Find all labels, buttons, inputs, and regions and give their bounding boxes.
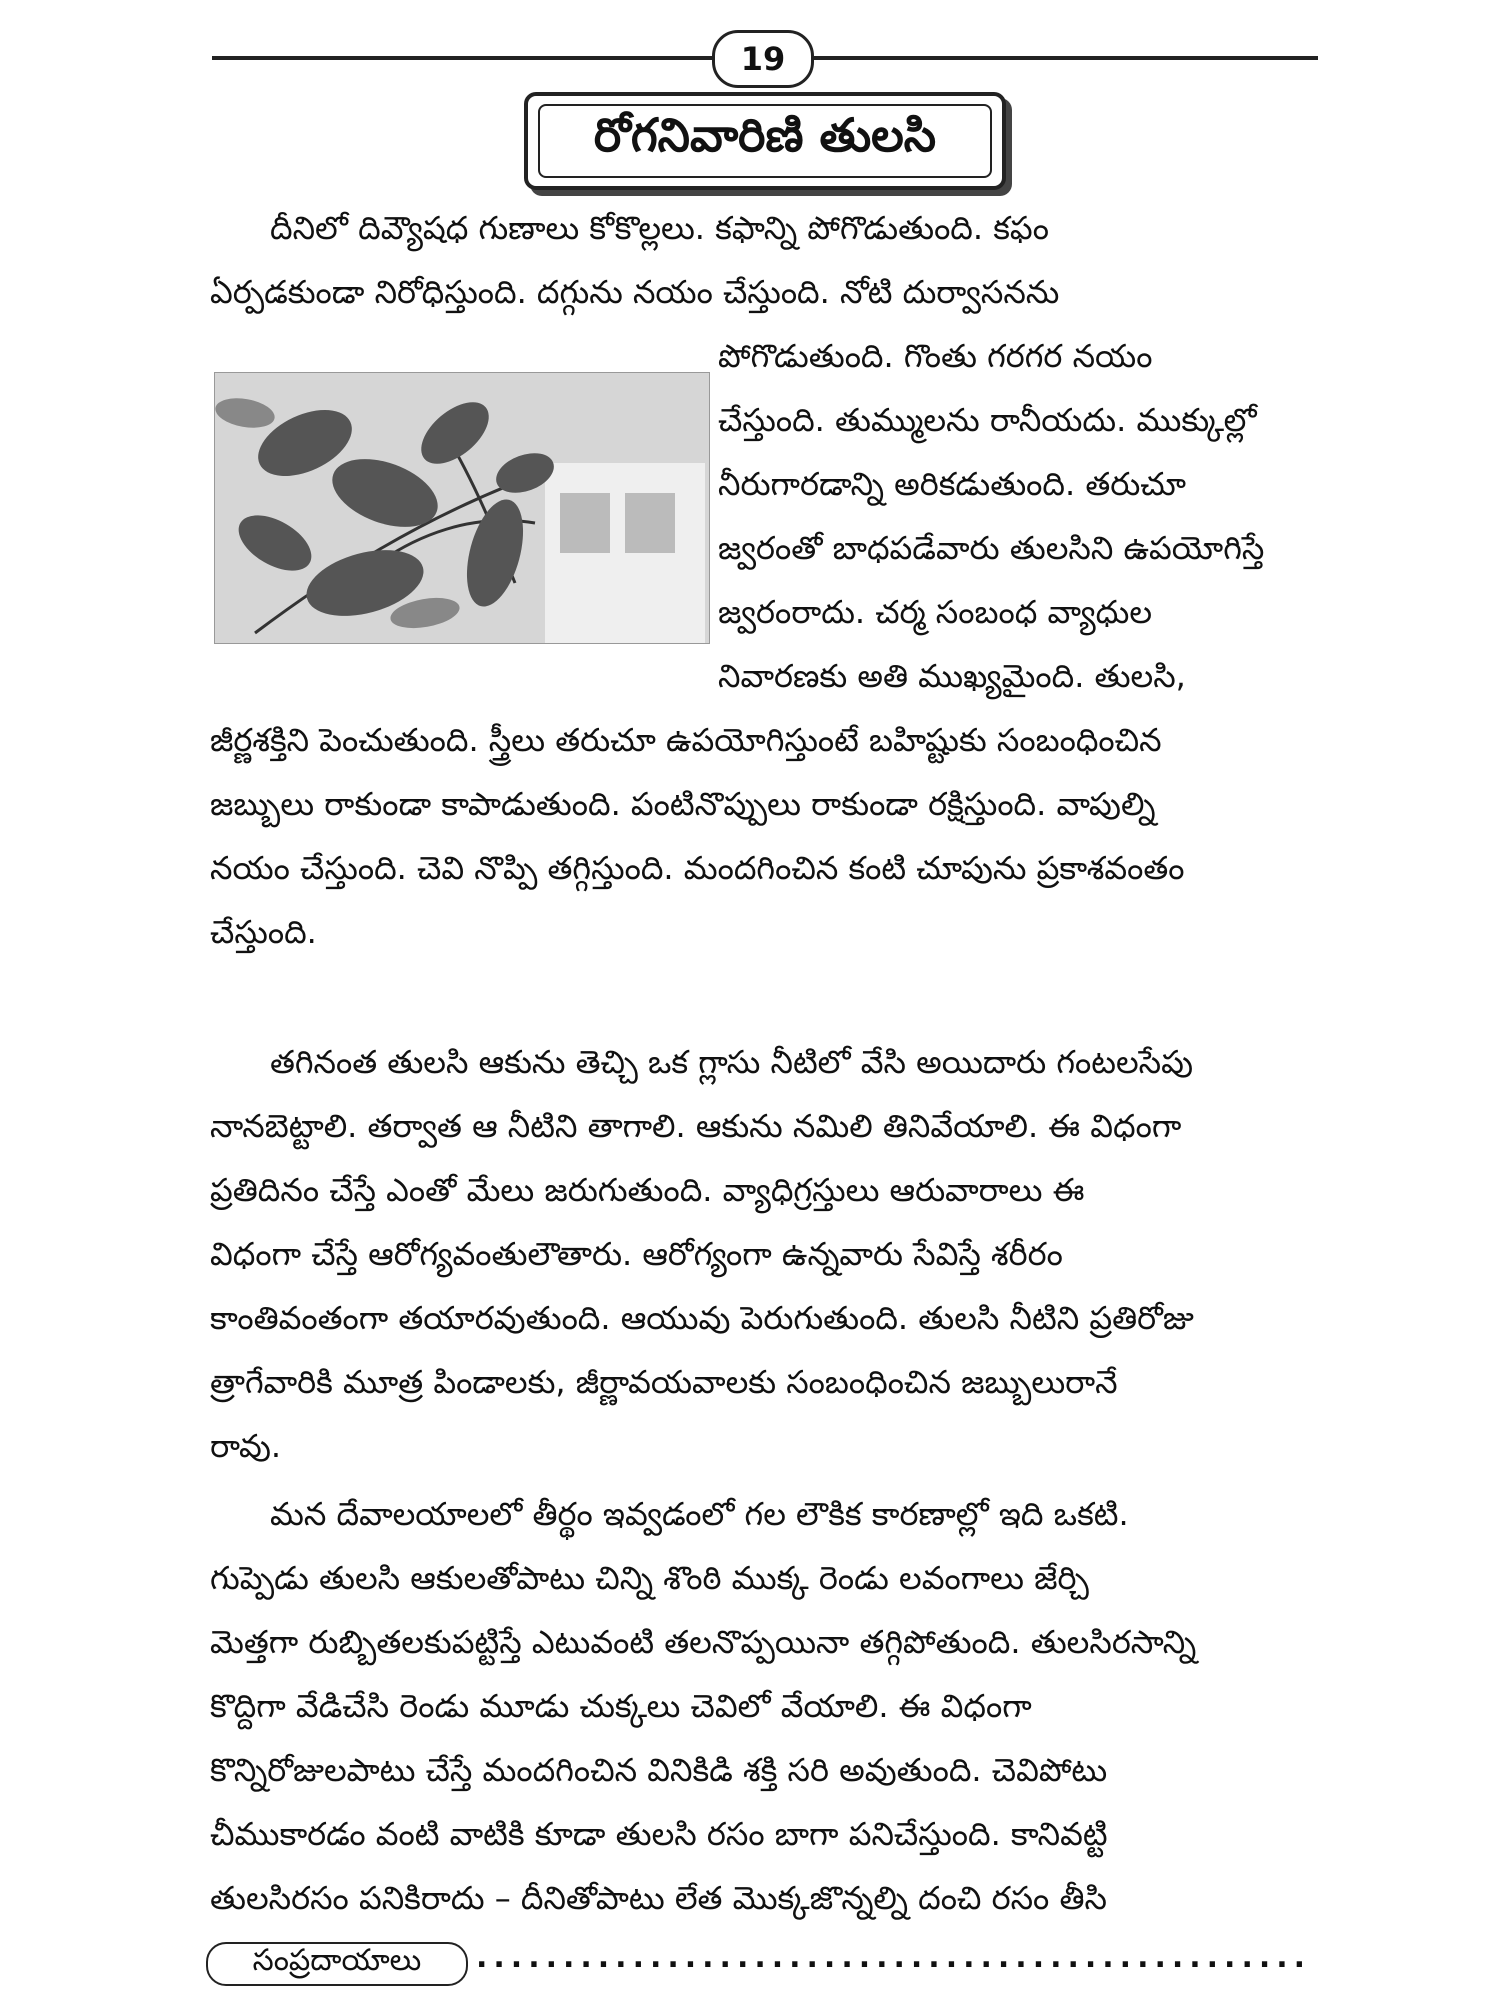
text-line: నీరుగారడాన్ని అరికడుతుంది. తరుచూ	[718, 465, 1186, 503]
paragraph-1-bottom	[210, 708, 1325, 964]
text-line: చీముకారడం వంటి వాటికి కూడా తులసి రసం బాగా పనిచేస్తుంది. కానివట్టి	[210, 1815, 1108, 1853]
paragraph-3	[210, 1482, 1325, 1930]
text-line: జబ్బులు రాకుండా కాపాడుతుంది. పంటినొప్పులు రాకుండా రక్షిస్తుంది. వాపుల్ని	[210, 785, 1156, 823]
footer-dot-leader: ................................................	[476, 1940, 1312, 1975]
footer-section-label	[206, 1942, 468, 1986]
text-line: నానబెట్టాలి. తర్వాత ఆ నీటిని తాగాలి. ఆకును నమిలి తినివేయాలి. ఈ విధంగా	[210, 1107, 1182, 1145]
text-line: కొన్నిరోజులపాటు చేస్తే మందగించిన వినికిడి శక్తి సరి అవుతుంది. చెవిపోటు	[210, 1751, 1108, 1789]
header-rule-right	[808, 56, 1318, 60]
text-line: జ్వరంరాదు. చర్మ సంబంధ వ్యాధుల	[718, 593, 1153, 631]
paragraph-1-wrapped	[718, 324, 1325, 708]
text-line: నివారణకు అతి ముఖ్యమైంది. తులసి,	[718, 657, 1186, 695]
page-number-badge	[712, 30, 814, 88]
text-line: చేస్తుంది.	[210, 913, 317, 951]
text-line: త్రాగేవారికి మూత్ర పిండాలకు, జీర్ణావయవాలకు సంబంధించిన జబ్బులురానే	[210, 1363, 1118, 1401]
text-line: కాంతివంతంగా తయారవుతుంది. ఆయువు పెరుగుతుంది. తులసి నీటిని ప్రతిరోజు	[210, 1299, 1194, 1337]
text-line: గుప్పెడు తులసి ఆకులతోపాటు చిన్ని శొంఠి ముక్క రెండు లవంగాలు జేర్చి	[210, 1559, 1089, 1597]
text-line: జీర్ణశక్తిని పెంచుతుంది. స్త్రీలు తరుచూ ఉపయోగిస్తుంటే బహిష్టుకు సంబంధించిన	[210, 721, 1162, 759]
text-line: ఏర్పడకుండా నిరోధిస్తుంది. దగ్గును నయం చేస్తుంది. నోటి దుర్వాసనను	[210, 273, 1060, 311]
text-line: తులసిరసం పనికిరాదు – దీనితోపాటు లేత మొక్కజొన్నల్ని దంచి రసం తీసి	[210, 1879, 1107, 1917]
text-line: ప్రతిదినం చేస్తే ఎంతో మేలు జరుగుతుంది. వ్యాధిగ్రస్తులు ఆరువారాలు ఈ	[210, 1171, 1085, 1209]
text-line: మన దేవాలయాలలో తీర్థం ఇవ్వడంలో గల లౌకిక కారణాల్లో ఇది ఒకటి.	[270, 1495, 1129, 1533]
page-number: 19	[740, 40, 786, 78]
footer-label-text: సంప్రదాయాలు	[252, 1943, 422, 1978]
text-line: పోగొడుతుంది. గొంతు గరగర నయం	[718, 337, 1153, 375]
paragraph-2	[210, 1030, 1325, 1478]
text-line: కొద్దిగా వేడిచేసి రెండు మూడు చుక్కలు చెవిలో వేయాలి. ఈ విధంగా	[210, 1687, 1032, 1725]
text-line: జ్వరంతో బాధపడేవారు తులసిని ఉపయోగిస్తే	[718, 529, 1265, 567]
paragraph-1-top	[210, 196, 1325, 324]
tulsi-plant-photo	[214, 372, 710, 644]
text-line: మెత్తగా రుబ్బితలకుపట్టిస్తే ఎటువంటి తలనొప్పయినా తగ్గిపోతుంది. తులసిరసాన్ని	[210, 1623, 1197, 1661]
text-line: దీనిలో దివ్యౌషధ గుణాలు కోకొల్లలు. కఫాన్ని పోగొడుతుంది. కఫం	[270, 209, 1049, 247]
text-line: చేస్తుంది. తుమ్ములను రానీయదు. ముక్కుల్లో	[718, 401, 1257, 439]
page-title: రోగనివారిణి తులసి	[593, 108, 937, 162]
text-line: నయం చేస్తుంది. చెవి నొప్పి తగ్గిస్తుంది. మందగించిన కంటి చూపును ప్రకాశవంతం	[210, 849, 1185, 887]
text-line: విధంగా చేస్తే ఆరోగ్యవంతులౌతారు. ఆరోగ్యంగా ఉన్నవారు సేవిస్తే శరీరం	[210, 1235, 1063, 1273]
header-rule-left	[212, 56, 712, 60]
text-line: రావు.	[210, 1427, 282, 1465]
text-line: తగినంత తులసి ఆకును తెచ్చి ఒక గ్లాసు నీటిలో వేసి అయిదారు గంటలసేపు	[270, 1043, 1194, 1081]
title-box	[524, 92, 1006, 190]
